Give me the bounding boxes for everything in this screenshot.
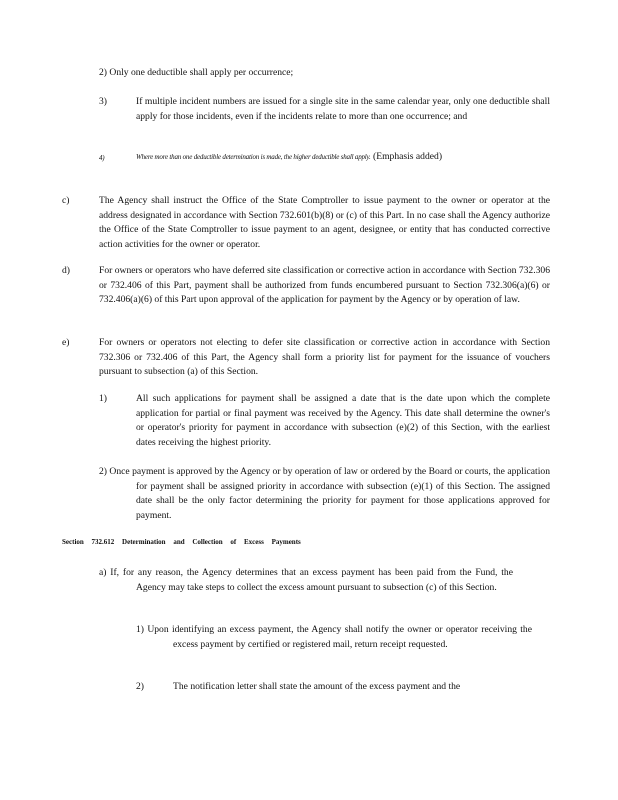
paragraph-sa2: The notification letter shall state the amount of the excess payment and the: [173, 681, 461, 692]
label-e1: 1): [99, 393, 107, 404]
label-d4: 4): [99, 154, 105, 162]
section-heading: Section 732.612 Determination and Collection of Excess Payments: [62, 538, 301, 546]
paragraph-sa1: 1) Upon identifying an excess payment, the Agency shall notify the owner or operator receiving the excess payment by certified or registered mail, return receipt requested.: [136, 624, 532, 650]
paragraph-d3: If multiple incident numbers are issued for a single site in the same calendar year, only one deductible shall apply for those incidents, even if the incidents relate to more than one occurrence; and: [136, 96, 550, 122]
paragraph-c: The Agency shall instruct the Office of the State Comptroller to issue payment to the owner or operator at the address designated in accordance with Section 732.601(b)(8) or (c) of this Part. In no case shall the Agency authorize the Office of the State Comptroller to issue payment to an agent, designee, or entity that has conducted corrective action activities for the owner or operator.: [99, 195, 550, 250]
label-d: d): [62, 265, 70, 276]
paragraph-e2: 2) Once payment is approved by the Agency or by operation of law or ordered by the Board or courts, the application for payment shall be assigned priority in accordance with subsection (e)(1) of this Section. The assigned date shall be the only factor determining the priority for payment for those applications approved for payment.: [99, 466, 550, 521]
paragraph-e: For owners or operators not electing to defer site classification or corrective action in accordance with Section 732.306 or 732.406 of this Part, the Agency shall form a priority list for payment for the issuance of vouchers pursuant to subsection (a) of this Section.: [99, 337, 550, 377]
label-d3: 3): [99, 96, 107, 107]
paragraph-d2: 2) Only one deductible shall apply per occurrence;: [99, 67, 294, 78]
paragraph-d: For owners or operators who have deferred site classification or corrective action in accordance with Section 732.306 or 732.406 of this Part, payment shall be authorized from funds encumbered pursuant to Section 732.306(a)(6) or 732.406(a)(6) of this Part upon approval of the application for payment by the Agency or by operation of law.: [99, 265, 551, 305]
paragraph-d4: Where more than one deductible determination is made, the higher deductible shall apply. (Emphasis added): [136, 151, 443, 162]
label-sa2: 2): [136, 681, 144, 692]
label-c: c): [62, 195, 70, 206]
label-e: e): [62, 337, 70, 348]
paragraph-sa: a) If, for any reason, the Agency determines that an excess payment has been paid from the Fund, the Agency may take steps to collect the excess amount pursuant to subsection (c) of this Section.: [99, 567, 513, 593]
paragraph-e1: All such applications for payment shall be assigned a date that is the date upon which the complete application for partial or final payment was received by the Agency. This date shall determine the owner's or operator's priority for payment in accordance with subsection (e)(2) of this Section, with the earliest dates receiving the highest priority.: [136, 393, 550, 448]
